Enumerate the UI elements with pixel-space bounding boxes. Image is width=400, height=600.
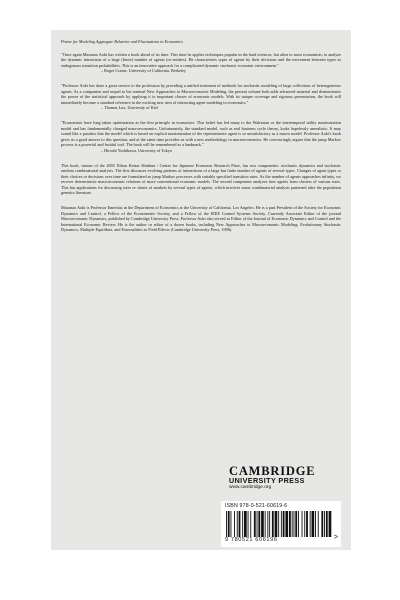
barcode-bar (242, 511, 243, 537)
quote-text: "Once again Masanao Aoki has written a book ahead of its time. This time he applies techniques popular in the hard sciences, but alien to most economists, to analyze the dynamic interaction of a large (finite) number of agents (or entities). He characterizes types of agents by their decisions and the movement between types as endogenous transition probabilities. This is an innovative approach for a complicated dynamic stochastic economic environment." (61, 51, 341, 68)
isbn-barcode-box (221, 501, 341, 547)
barcode-bar (294, 511, 295, 537)
barcode-bar (231, 511, 232, 537)
cover-text (61, 39, 341, 242)
publisher-subtitle: UNIVERSITY PRESS (229, 476, 305, 485)
barcode-bar (281, 511, 282, 537)
back-cover-panel (51, 30, 351, 550)
barcode-end-mark: > (333, 534, 338, 541)
barcode-bar (306, 511, 308, 537)
barcode-bar (304, 511, 305, 537)
barcode-bar (278, 511, 279, 537)
barcode-bar (244, 511, 247, 537)
barcode-bar (228, 511, 230, 537)
barcode-bar (298, 511, 299, 537)
quote-attribution: – Hiroshi Yoshikawa, University of Tokyo (101, 147, 172, 153)
quote-3 (61, 120, 341, 154)
barcode-bar (315, 511, 316, 537)
barcode-bar (310, 511, 311, 537)
barcode-number: 9 780521 606196 (225, 537, 278, 543)
barcode-bar (239, 511, 241, 537)
barcode-bar (326, 511, 328, 537)
barcode-bar (250, 511, 251, 537)
barcode-bar (283, 511, 285, 537)
quote-1 (61, 52, 341, 74)
barcode-bar (258, 511, 260, 537)
barcode-bar (261, 511, 264, 537)
publisher-logo (229, 465, 341, 491)
barcode-bar (265, 511, 266, 537)
barcode-bar (254, 511, 256, 537)
barcode-bar (329, 511, 332, 537)
quote-2 (61, 83, 341, 111)
isbn-label: ISBN 978-0-521-60619-6 (225, 503, 288, 509)
quote-attribution: – Thomas Lux, University of Kiel (101, 105, 158, 111)
quote-text: "Professor Aoki has done a great service to the profession by providing a unified treatment of methods for stochastic modeling of large collections of heterogeneous agents. As a companion and sequel to his seminal New Approaches to Macroeconomic Modeling, the present volume both adds advanced material and demonstrates the power of the statistical approach by applying it to important classes of economic models. With its unique coverage and rigorous presentation, the book will immediately become a standard reference in the exciting new area of interacting agent modeling in economics." (61, 82, 341, 105)
barcode-bar (248, 511, 249, 537)
quote-text: "Economists have long taken optimization as the first principle in economics. This belief has led many to the Walrasian or the intertemporal utility maximization model and has fundamentally changed macroeconomics. Unfortunately, the standard model, such as real business cycle theory, looks hopelessly unrealistic. It may sound like a paradox that the model which is based on explicit maximization of the representative agent is so unsatisfactory as a macro model. Professor Aoki's book gives us a good answer to this question, and at the same time provides us with a new methodology in macroeconomics. He convincingly argues that the jump Markov process is a powerful and fruitful tool. The book will be remembered as a landmark." (61, 119, 341, 148)
barcode-bar (226, 511, 227, 537)
quote-attribution: – Roger Craine, University of California, Berkeley (101, 68, 187, 74)
publisher-url: www.cambridge.org (229, 485, 272, 490)
barcode-bar (234, 511, 235, 537)
barcode-bar (285, 511, 288, 537)
book-description: This book, winner of the 2003 Nihon Keizai Shinbun / Center for Japanese Economic Research Prize, has two components: stochastic dynamics and stochastic random combinatorial analysis. The first discusses evolving patterns of interactions of a large but finite number of agents of several types. Changes of agent types or their choices or decisions over time are formulated as jump Markov processes with suitably specified transition rates. As the number of agents approaches infinity, we recover deterministic macroeconomic relations of more conventional economic models. The second component analyzes how agents form clusters of various sizes. This has applications for discussing sizes or shares of markets by several types of agents, which involves some combinatorial analysis patterned after the population genetics literature. (61, 162, 341, 196)
barcode-bar (267, 511, 268, 537)
barcode-bar (292, 511, 293, 537)
barcode-bar (321, 511, 323, 537)
barcode-icon (225, 511, 333, 537)
barcode-bar (275, 511, 278, 537)
barcode-bar (318, 511, 319, 537)
barcode-bar (272, 511, 274, 537)
praise-heading: Praise for Modeling Aggregate Behavior and Fluctuations in Economics (61, 39, 183, 44)
barcode-bar (324, 511, 325, 537)
barcode-bar (295, 511, 297, 537)
barcode-bar (237, 511, 238, 537)
barcode-bar (302, 511, 303, 537)
publisher-name: CAMBRIDGE (229, 464, 316, 478)
barcode-bar (289, 511, 291, 537)
barcode-bar (312, 511, 315, 537)
author-bio: Masanao Aoki is Professor Emeritus in the Department of Economics at the University of California, Los Angeles. He is a past President of the Society for Economic Dynamics and Control, a Fellow of the Econometric Society, and a Fellow of the IEEE Control Systems Society. Currently Associate Editor of the journal Macroeconomic Dynamics, published by Cambridge University Press, Professor Aoki also served as Editor of the Journal of Economic Dynamics and Control and the International Economic Review. He is the author or editor of a dozen books, including New Approaches to Macroeconomic Modeling: Evolutionary Stochastic Dynamics, Multiple Equilibria, and Externalities as Field Effects (Cambridge University Press, 1996). (61, 205, 341, 233)
barcode-bar (257, 511, 258, 537)
barcode-bar (269, 511, 270, 537)
